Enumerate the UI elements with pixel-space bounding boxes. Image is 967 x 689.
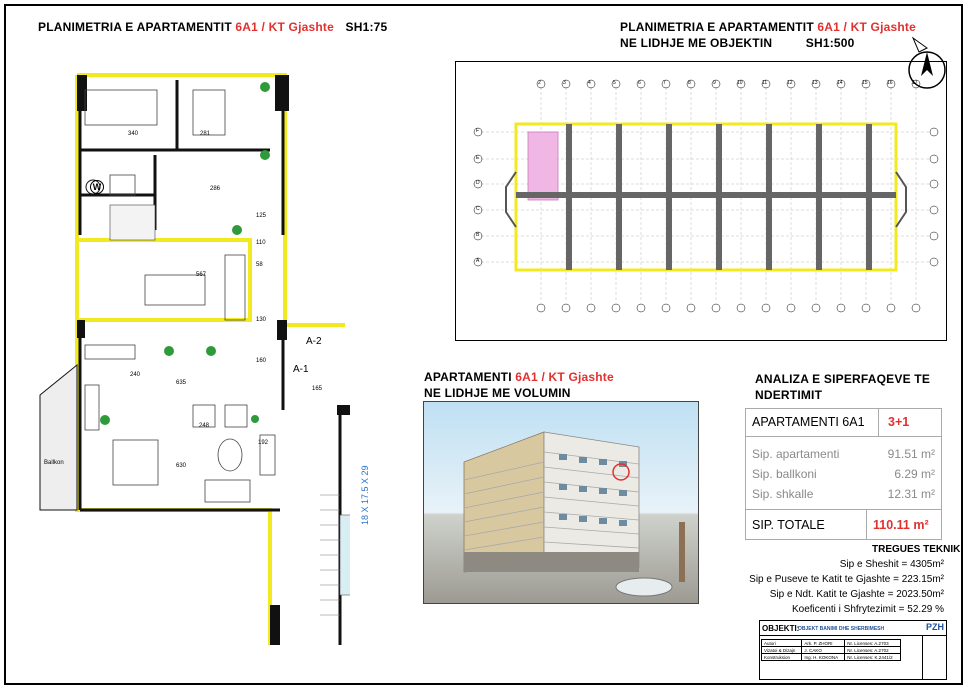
apt-header-row (746, 409, 941, 437)
dim-7: 567 (196, 272, 207, 278)
divider (760, 635, 946, 636)
table-row (762, 654, 901, 661)
grid-col-14: 14 (837, 80, 843, 86)
dim-2: 281 (200, 131, 211, 137)
title-right: PLANIMETRIA E APARTAMENTIT 6A1 / KT Gjashte (620, 20, 916, 34)
title-left: PLANIMETRIA E APARTAMENTIT 6A1 / KT Gjashte SH1:75 (38, 20, 388, 34)
grid-col-8: 8 (688, 80, 691, 86)
brand-logo: PZH (926, 622, 944, 632)
grid-col-11: 11 (762, 80, 768, 86)
grid-col-12: 12 (787, 80, 793, 86)
tb-cell: J. CAKO (802, 647, 845, 654)
tb-cell: Autori (762, 640, 802, 647)
objekti-label: OBJEKTI: (762, 624, 800, 633)
stat-value-balcony: 6.29 m² (894, 467, 935, 481)
grid-col-6: 6 (638, 80, 641, 86)
dim-6: 58 (256, 262, 263, 268)
total-label: SIP. TOTALE (752, 518, 825, 532)
tregues-title: TREGUES TEKNIK (872, 544, 961, 555)
dim-10: 240 (130, 372, 141, 378)
grid-col-13: 13 (812, 80, 818, 86)
title-block (759, 620, 947, 680)
apt-label: APARTAMENTI 6A1 (752, 415, 865, 429)
stat-label-balcony: Sip. ballkoni (752, 467, 817, 481)
grid-col-16: 16 (887, 80, 893, 86)
grid-row-d: D (476, 180, 480, 186)
dim-12: 630 (176, 463, 187, 469)
grid-col-4: 4 (588, 80, 591, 86)
dim-13: 165 (312, 386, 323, 392)
dim-9: 160 (256, 358, 267, 364)
analysis-title-line2: NDERTIMIT (755, 388, 823, 402)
label-a1: A-1 (293, 364, 309, 375)
stat-value-apt: 91.51 m² (887, 447, 935, 461)
table-row (762, 647, 901, 654)
dim-8: 130 (256, 317, 267, 323)
site-plan-drawing (456, 62, 946, 340)
grid-col-3: 3 (563, 80, 566, 86)
divider (878, 409, 879, 437)
dim-15: 192 (258, 440, 269, 446)
total-row (746, 509, 941, 539)
grid-col-7: 7 (663, 80, 666, 86)
tb-cell: Nr. Licenses: A.2702 (845, 647, 901, 654)
objekti-value: OBJEKT BANIMI DHE SHERBIMESH (798, 626, 885, 632)
dim-5: 110 (256, 240, 266, 246)
stat-label-apt: Sip. apartamenti (752, 447, 840, 461)
dim-14: 248 (199, 423, 210, 429)
tregues-line-1: Sip e Sheshit = 4305m² (839, 559, 944, 570)
washer-label: W (90, 180, 104, 194)
label-a2: A-2 (306, 336, 322, 347)
stairs-label: 18 X 17.5 X 29 (360, 465, 370, 525)
building-render-image (423, 401, 699, 604)
apt-type: 3+1 (888, 415, 910, 429)
grid-row-e: E (476, 155, 480, 161)
dim-3: 286 (210, 186, 221, 192)
tb-cell: Nr. Licenses: K.2441/2 (845, 654, 901, 661)
tb-cell: Konstruksion (762, 654, 802, 661)
dim-11: 635 (176, 380, 187, 386)
table-row (762, 640, 901, 647)
stat-value-stairs: 12.31 m² (887, 487, 935, 501)
dim-4: 125 (256, 213, 267, 219)
balcony-label: Ballkon (44, 460, 64, 466)
site-plan-frame (455, 61, 947, 341)
volume-subtitle: NE LIDHJE ME VOLUMIN (424, 386, 571, 400)
title-right-sub: NE LIDHJE ME OBJEKTIN SH1:500 (620, 36, 855, 50)
apartment-floor-plan (15, 65, 350, 645)
stat-label-stairs: Sip. shkalle (752, 487, 814, 501)
analysis-table (745, 408, 942, 540)
tregues-line-3: Sip e Ndt. Katit te Gjashte = 2023.50m² (769, 589, 944, 600)
grid-col-15: 15 (862, 80, 868, 86)
divider (866, 510, 867, 540)
tregues-line-2: Sip e Puseve te Katit te Gjashte = 223.15m² (749, 574, 944, 585)
grid-col-17: 17 (912, 80, 918, 86)
grid-row-c: C (476, 206, 480, 212)
divider (922, 635, 923, 679)
grid-col-5: 5 (613, 80, 616, 86)
grid-row-f: F (476, 128, 480, 134)
grid-col-2: 2 (538, 80, 541, 86)
titleblock-table (761, 639, 901, 661)
tb-cell: Vizatoi & Dizajn (762, 647, 802, 654)
grid-row-b: B (476, 232, 480, 238)
volume-title: APARTAMENTI 6A1 / KT Gjashte (424, 370, 614, 384)
dim-1: 340 (128, 131, 139, 137)
tb-cell: Ark. P. ZHORI (802, 640, 845, 647)
grid-col-9: 9 (713, 80, 716, 86)
tb-cell: Nr. Licenses: A.2703 (845, 640, 901, 647)
total-value: 110.11 m² (873, 518, 929, 532)
tb-cell: Ing. H. KOKONA (802, 654, 845, 661)
grid-row-a: A (476, 258, 480, 264)
analysis-title-line1: ANALIZA E SIPERFAQEVE TE (755, 372, 931, 386)
tregues-line-4: Koeficenti i Shfrytezimit = 52.29 % (791, 604, 944, 615)
grid-col-10: 10 (737, 80, 743, 86)
